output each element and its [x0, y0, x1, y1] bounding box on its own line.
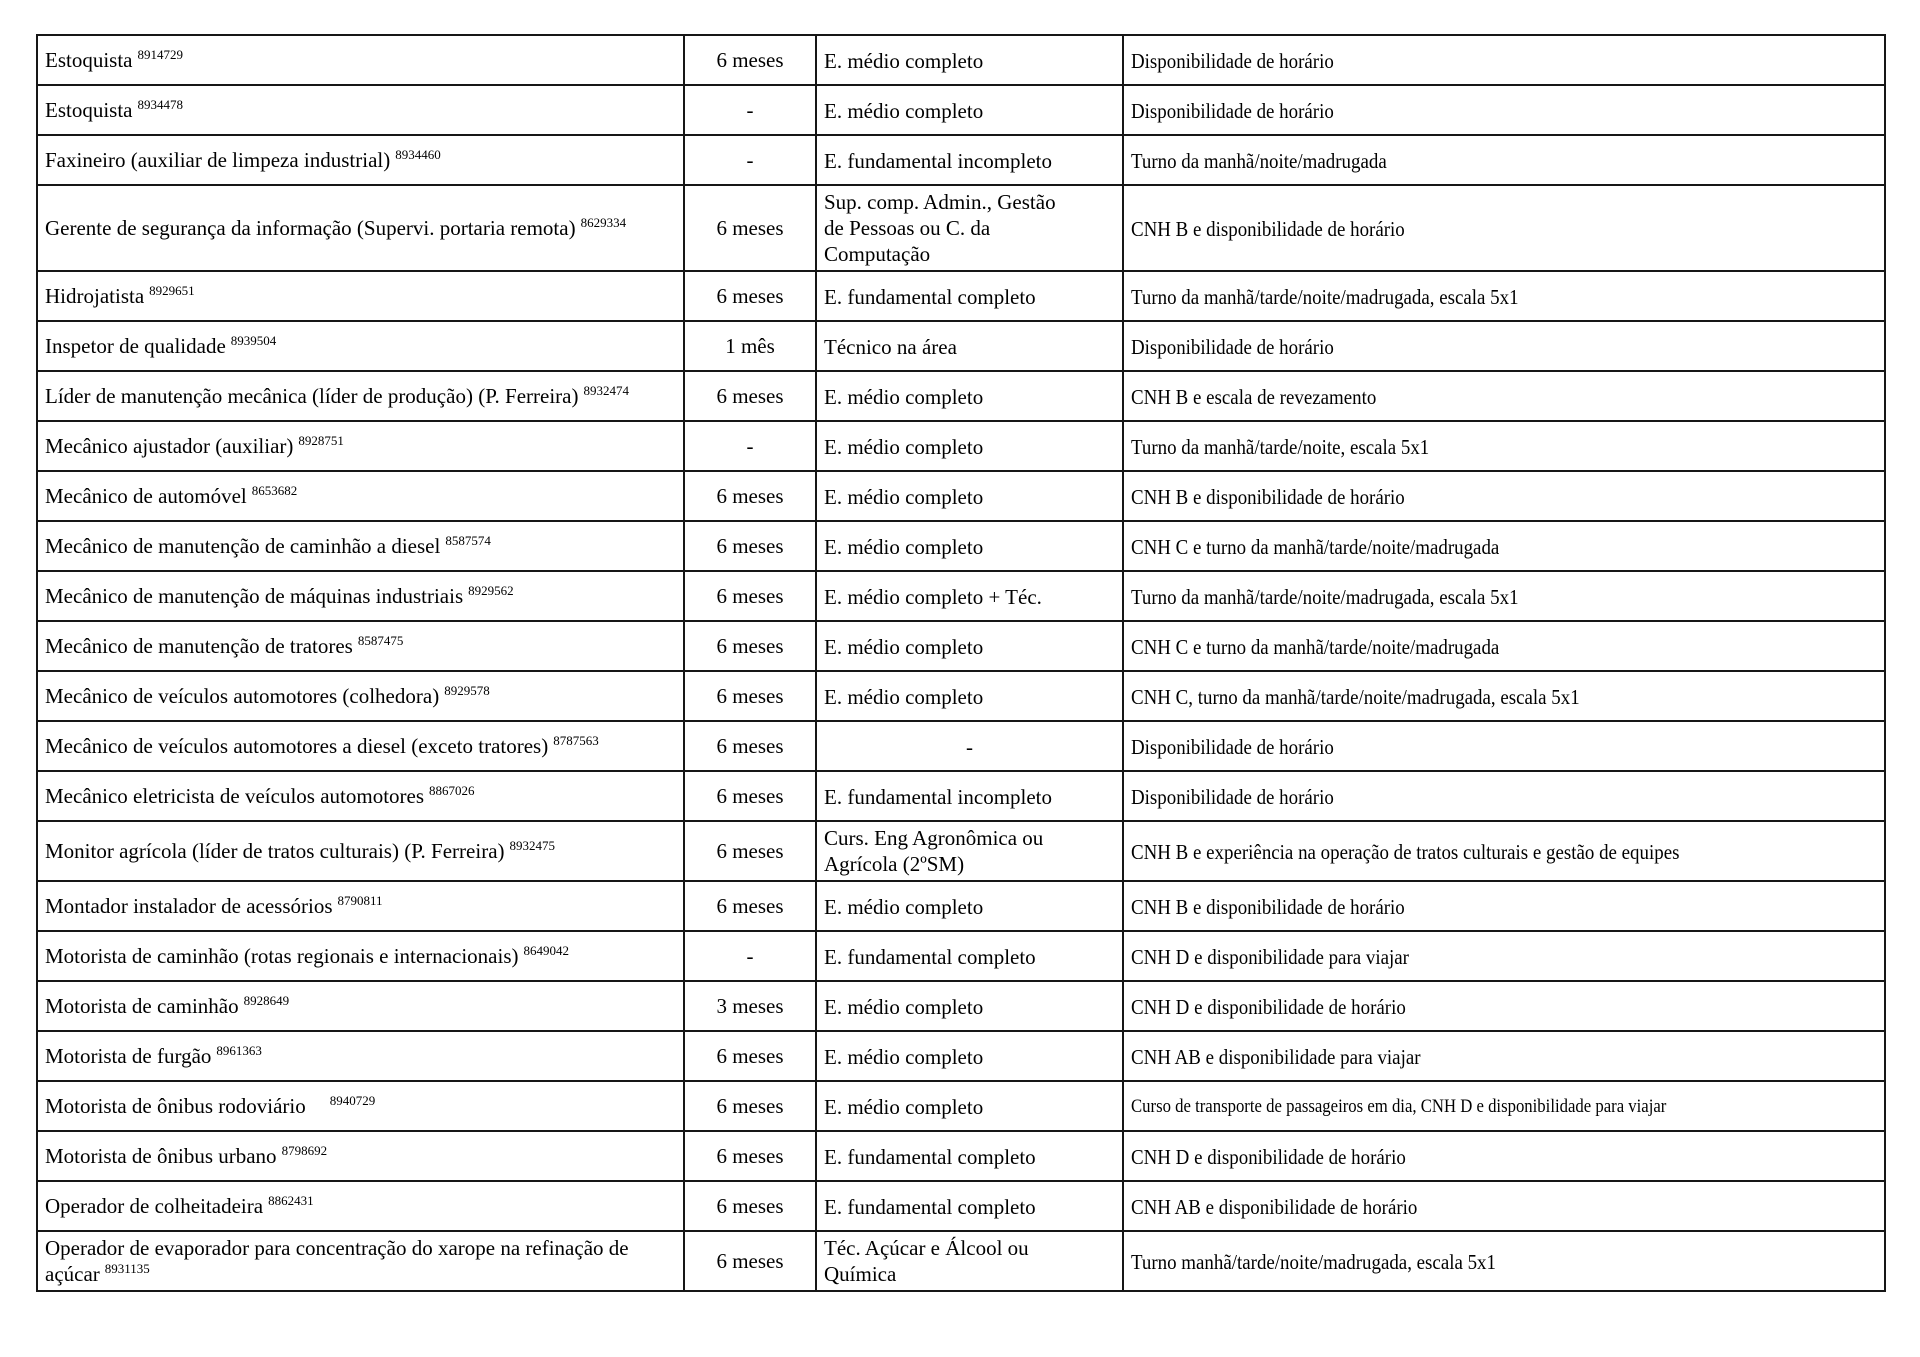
education-cell [816, 471, 1123, 521]
job-title-text: Mecânico de manutenção de caminhão a diesel [45, 534, 441, 558]
job-id-superscript: 8929578 [444, 683, 490, 698]
requirements-text: Turno da manhã/tarde/noite, escala 5x1 [1131, 435, 1430, 460]
job-title-cell [37, 421, 684, 471]
job-title-cell [37, 671, 684, 721]
job-id-superscript: 8653682 [251, 483, 298, 498]
experience-cell: - [684, 931, 816, 981]
job-id-superscript: 8940729 [329, 1093, 376, 1108]
education-cell [816, 521, 1123, 571]
table-row [37, 571, 1885, 621]
job-id-superscript: 8928649 [243, 993, 290, 1008]
job-title-cell [37, 271, 684, 321]
education-text: E. médio completo [824, 485, 984, 510]
job-title-text: Hidrojatista [45, 284, 145, 308]
job-title-text: Motorista de caminhão (rotas regionais e internacionais) [45, 944, 519, 968]
job-title-cell [37, 1081, 684, 1131]
job-id-superscript: 8790811 [337, 893, 383, 908]
table-row [37, 185, 1885, 271]
job-title-cell [37, 1031, 684, 1081]
table-row [37, 521, 1885, 571]
education-text: Técnico na área [824, 335, 957, 360]
requirements-text: Disponibilidade de horário [1131, 735, 1334, 760]
requirements-text: Disponibilidade de horário [1131, 335, 1334, 360]
jobs-table-body [37, 35, 1885, 1291]
education-text: E. médio completo [824, 635, 984, 660]
education-text: E. médio completo [824, 535, 984, 560]
requirements-cell [1123, 621, 1885, 671]
job-id-superscript: 8931135 [104, 1261, 150, 1276]
education-cell [816, 1231, 1123, 1291]
requirements-cell [1123, 571, 1885, 621]
table-row [37, 85, 1885, 135]
experience-cell: 3 meses [684, 981, 816, 1031]
education-text: Téc. Açúcar e Álcool ou Química [824, 1236, 1029, 1286]
education-cell [816, 1131, 1123, 1181]
requirements-cell [1123, 85, 1885, 135]
table-row [37, 1031, 1885, 1081]
requirements-text: CNH D e disponibilidade para viajar [1131, 945, 1409, 970]
table-row [37, 471, 1885, 521]
job-id-superscript: 8928751 [298, 433, 344, 448]
job-title-cell [37, 931, 684, 981]
job-title-cell [37, 571, 684, 621]
requirements-cell [1123, 671, 1885, 721]
job-title-cell [37, 521, 684, 571]
education-text: E. médio completo [824, 435, 984, 460]
table-row [37, 671, 1885, 721]
job-title-text: Motorista de furgão [45, 1044, 212, 1068]
requirements-text: CNH B e escala de revezamento [1131, 385, 1377, 410]
table-row [37, 821, 1885, 881]
education-cell [816, 981, 1123, 1031]
requirements-cell [1123, 1081, 1885, 1131]
job-id-superscript: 8787563 [553, 733, 599, 748]
job-title-cell [37, 981, 684, 1031]
requirements-cell [1123, 521, 1885, 571]
job-title-cell [37, 185, 684, 271]
job-title-text: Mecânico eletricista de veículos automotores [45, 784, 425, 808]
requirements-cell [1123, 881, 1885, 931]
requirements-text: CNH AB e disponibilidade de horário [1131, 1195, 1418, 1220]
education-cell [816, 1181, 1123, 1231]
requirements-cell [1123, 1131, 1885, 1181]
job-title-text: Motorista de ônibus rodoviário [45, 1094, 306, 1118]
job-title-text: Mecânico ajustador (auxiliar) [45, 434, 294, 458]
requirements-cell [1123, 981, 1885, 1031]
requirements-cell [1123, 35, 1885, 85]
experience-cell: 6 meses [684, 881, 816, 931]
education-text: E. fundamental incompleto [824, 785, 1053, 810]
job-id-superscript: 8961363 [216, 1043, 262, 1058]
requirements-cell [1123, 321, 1885, 371]
job-title-text: Mecânico de veículos automotores a diesel (exceto tratores) [45, 734, 549, 758]
experience-cell: 6 meses [684, 1031, 816, 1081]
table-row [37, 135, 1885, 185]
job-title-text: Líder de manutenção mecânica (líder de produção) (P. Ferreira) [45, 384, 579, 408]
requirements-text: CNH B e experiência na operação de tratos culturais e gestão de equipes [1131, 840, 1680, 865]
job-title-text: Mecânico de veículos automotores (colhedora) [45, 684, 440, 708]
experience-cell: 6 meses [684, 271, 816, 321]
requirements-text: CNH B e disponibilidade de horário [1131, 895, 1405, 920]
education-text: E. médio completo [824, 995, 984, 1020]
job-title-text: Estoquista [45, 98, 133, 122]
education-text: - [966, 735, 973, 760]
job-id-superscript: 8649042 [523, 943, 570, 958]
job-title-cell [37, 471, 684, 521]
requirements-cell [1123, 135, 1885, 185]
table-row [37, 981, 1885, 1031]
job-id-superscript: 8587475 [357, 633, 404, 648]
requirements-cell [1123, 931, 1885, 981]
job-title-cell [37, 35, 684, 85]
education-cell [816, 931, 1123, 981]
experience-cell: - [684, 421, 816, 471]
experience-cell: 6 meses [684, 471, 816, 521]
requirements-text: CNH C e turno da manhã/tarde/noite/madrugada [1131, 635, 1500, 660]
experience-cell: 6 meses [684, 185, 816, 271]
education-text: E. fundamental completo [824, 285, 1036, 310]
education-text: Curs. Eng Agronômica ou Agrícola (2ºSM) [824, 826, 1044, 876]
job-title-cell [37, 721, 684, 771]
experience-cell: 6 meses [684, 371, 816, 421]
requirements-cell [1123, 1181, 1885, 1231]
experience-cell: 6 meses [684, 571, 816, 621]
experience-cell: 6 meses [684, 621, 816, 671]
requirements-text: Turno da manhã/tarde/noite/madrugada, escala 5x1 [1131, 585, 1519, 610]
job-title-text: Motorista de ônibus urbano [45, 1144, 277, 1168]
table-row [37, 721, 1885, 771]
requirements-cell [1123, 821, 1885, 881]
jobs-table [36, 34, 1886, 1292]
requirements-cell [1123, 421, 1885, 471]
education-cell [816, 135, 1123, 185]
requirements-cell [1123, 721, 1885, 771]
job-id-superscript: 8939504 [230, 333, 277, 348]
experience-cell: 6 meses [684, 35, 816, 85]
education-cell [816, 821, 1123, 881]
experience-cell: - [684, 85, 816, 135]
experience-cell: 6 meses [684, 1231, 816, 1291]
job-title-text: Monitor agrícola (líder de tratos culturais) (P. Ferreira) [45, 839, 505, 863]
table-row [37, 421, 1885, 471]
requirements-cell [1123, 185, 1885, 271]
requirements-text: CNH D e disponibilidade de horário [1131, 1145, 1406, 1170]
requirements-cell [1123, 1031, 1885, 1081]
table-row [37, 321, 1885, 371]
education-text: E. médio completo + Téc. [824, 585, 1042, 610]
requirements-text: Curso de transporte de passageiros em dia, CNH D e disponibilidade para viajar [1131, 1096, 1667, 1118]
requirements-text: Turno da manhã/noite/madrugada [1131, 149, 1387, 174]
experience-cell: 6 meses [684, 771, 816, 821]
education-text: E. médio completo [824, 895, 984, 920]
job-title-text: Mecânico de manutenção de máquinas industriais [45, 584, 464, 608]
education-cell [816, 85, 1123, 135]
job-title-cell [37, 135, 684, 185]
job-id-superscript: 8862431 [268, 1193, 314, 1208]
experience-cell: 6 meses [684, 521, 816, 571]
requirements-text: Turno da manhã/tarde/noite/madrugada, escala 5x1 [1131, 285, 1519, 310]
job-title-cell [37, 1181, 684, 1231]
table-row [37, 1231, 1885, 1291]
experience-cell: 1 mês [684, 321, 816, 371]
requirements-text: Disponibilidade de horário [1131, 49, 1334, 74]
requirements-text: CNH C, turno da manhã/tarde/noite/madrugada, escala 5x1 [1131, 685, 1580, 710]
requirements-text: Disponibilidade de horário [1131, 99, 1334, 124]
education-cell [816, 571, 1123, 621]
job-title-cell [37, 1131, 684, 1181]
education-text: E. médio completo [824, 99, 984, 124]
job-id-superscript: 8929651 [149, 283, 195, 298]
education-cell [816, 771, 1123, 821]
job-title-cell [37, 321, 684, 371]
education-cell [816, 1031, 1123, 1081]
education-text: E. médio completo [824, 49, 984, 74]
job-title-text: Mecânico de automóvel [45, 484, 247, 508]
job-id-superscript: 8932475 [509, 838, 556, 853]
job-id-superscript: 8867026 [429, 783, 475, 798]
job-id-superscript: 8629334 [580, 215, 627, 230]
job-id-superscript: 8934460 [395, 147, 441, 162]
education-cell [816, 881, 1123, 931]
requirements-cell [1123, 271, 1885, 321]
experience-cell: 6 meses [684, 1081, 816, 1131]
requirements-cell [1123, 771, 1885, 821]
education-cell [816, 35, 1123, 85]
table-row [37, 621, 1885, 671]
job-title-text: Faxineiro (auxiliar de limpeza industrial) [45, 148, 391, 172]
table-row [37, 771, 1885, 821]
requirements-text: CNH D e disponibilidade de horário [1131, 995, 1406, 1020]
experience-cell: 6 meses [684, 721, 816, 771]
table-row [37, 271, 1885, 321]
education-text: Sup. comp. Admin., Gestão de Pessoas ou C. da Computação [824, 190, 1056, 266]
experience-cell: - [684, 135, 816, 185]
education-text: E. fundamental completo [824, 1195, 1036, 1220]
job-id-superscript: 8934478 [137, 97, 183, 112]
education-cell [816, 1081, 1123, 1131]
requirements-text: Turno manhã/tarde/noite/madrugada, escala 5x1 [1131, 1250, 1496, 1275]
education-cell [816, 721, 1123, 771]
job-id-superscript: 8914729 [137, 47, 183, 62]
education-text: E. médio completo [824, 1095, 984, 1120]
job-title-text: Mecânico de manutenção de tratores [45, 634, 353, 658]
education-cell [816, 185, 1123, 271]
education-text: E. médio completo [824, 385, 984, 410]
job-title-cell [37, 881, 684, 931]
job-title-cell [37, 85, 684, 135]
job-title-cell [37, 371, 684, 421]
education-cell [816, 421, 1123, 471]
education-cell [816, 621, 1123, 671]
requirements-cell [1123, 471, 1885, 521]
education-text: E. fundamental completo [824, 945, 1036, 970]
requirements-cell [1123, 371, 1885, 421]
requirements-text: CNH B e disponibilidade de horário [1131, 217, 1405, 242]
job-title-cell [37, 1231, 684, 1291]
education-text: E. fundamental incompleto [824, 149, 1053, 174]
job-id-superscript: 8932474 [583, 383, 629, 398]
job-title-cell [37, 621, 684, 671]
experience-cell: 6 meses [684, 1181, 816, 1231]
experience-cell: 6 meses [684, 1131, 816, 1181]
job-id-superscript: 8929562 [468, 583, 514, 598]
education-text: E. médio completo [824, 1045, 984, 1070]
requirements-cell [1123, 1231, 1885, 1291]
requirements-text: CNH AB e disponibilidade para viajar [1131, 1045, 1421, 1070]
table-row [37, 1181, 1885, 1231]
job-title-text: Inspetor de qualidade [45, 334, 226, 358]
table-row [37, 371, 1885, 421]
education-text: E. fundamental completo [824, 1145, 1036, 1170]
education-cell [816, 371, 1123, 421]
requirements-text: CNH B e disponibilidade de horário [1131, 485, 1405, 510]
education-cell [816, 671, 1123, 721]
job-id-superscript: 8798692 [281, 1143, 328, 1158]
table-row [37, 931, 1885, 981]
experience-cell: 6 meses [684, 671, 816, 721]
job-title-cell [37, 821, 684, 881]
education-text: E. médio completo [824, 685, 984, 710]
job-title-text: Estoquista [45, 48, 133, 72]
job-title-text: Gerente de segurança da informação (Supervi. portaria remota) [45, 216, 576, 240]
table-row [37, 881, 1885, 931]
job-title-text: Operador de evaporador para concentração do xarope na refinação de açúcar [45, 1236, 629, 1286]
table-row [37, 1131, 1885, 1181]
table-row [37, 1081, 1885, 1131]
experience-cell: 6 meses [684, 821, 816, 881]
job-title-text: Operador de colheitadeira [45, 1194, 264, 1218]
table-row [37, 35, 1885, 85]
job-title-text: Motorista de caminhão [45, 994, 239, 1018]
requirements-text: CNH C e turno da manhã/tarde/noite/madrugada [1131, 535, 1500, 560]
education-cell [816, 271, 1123, 321]
education-cell [816, 321, 1123, 371]
job-title-text: Montador instalador de acessórios [45, 894, 333, 918]
job-id-superscript: 8587574 [445, 533, 491, 548]
requirements-text: Disponibilidade de horário [1131, 785, 1334, 810]
job-title-cell [37, 771, 684, 821]
